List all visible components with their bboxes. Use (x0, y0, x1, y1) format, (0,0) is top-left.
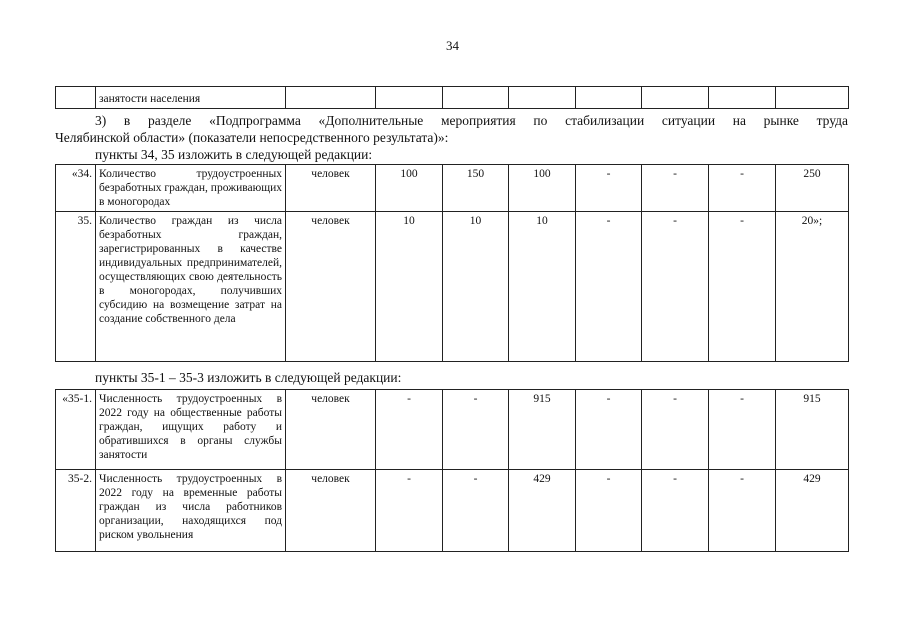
row-v1: - (376, 390, 443, 470)
row-v2: - (443, 470, 509, 552)
row-unit: человек (286, 390, 376, 470)
row-v3: 100 (509, 165, 576, 212)
row-v5: - (642, 390, 709, 470)
top-num-cell (56, 87, 96, 109)
row-v1: 100 (376, 165, 443, 212)
row-unit: человек (286, 470, 376, 552)
top-table (55, 86, 849, 109)
intro-line-1: 3) в разделе «Подпрограмма «Дополнительные мероприятия по стабилизации ситуации на рынке труда (95, 113, 848, 128)
table-row (56, 470, 849, 552)
row-num: «34. (56, 165, 96, 212)
row-v6: - (709, 470, 776, 552)
row-v7: 20»; (776, 212, 849, 362)
row-name: Количество трудоустроенных безработных граждан, проживающих в моногородах (96, 165, 286, 212)
row-v3: 915 (509, 390, 576, 470)
row-v6: - (709, 212, 776, 362)
row-v7: 250 (776, 165, 849, 212)
row-v2: 10 (443, 212, 509, 362)
mid-heading: пункты 35-1 – 35-3 изложить в следующей редакции: (95, 370, 402, 385)
intro-line-2: Челябинской области» (показатели непосредственного результата)»: (55, 130, 449, 145)
row-v4: - (576, 470, 642, 552)
top-row-text: занятости населения (96, 87, 286, 109)
row-v6: - (709, 390, 776, 470)
intro-block (55, 112, 848, 163)
row-v7: 429 (776, 470, 849, 552)
row-num: «35-1. (56, 390, 96, 470)
row-v3: 429 (509, 470, 576, 552)
table-row (56, 212, 849, 362)
intro-line-3: пункты 34, 35 изложить в следующей редакции: (95, 147, 373, 162)
row-v5: - (642, 470, 709, 552)
row-unit: человек (286, 212, 376, 362)
row-name: Количество граждан из числа безработных граждан, зарегистрированных в качестве индивидуальных предпринимателей, осуществляющих свою деятельность в моногородах, получивших субсидию на возмещение затрат на создание собственного дела (96, 212, 286, 362)
row-v6: - (709, 165, 776, 212)
table-2 (55, 389, 849, 552)
row-name: Численность трудоустроенных в 2022 году на общественные работы граждан, ищущих работу и обратившихся в органы службы занятости (96, 390, 286, 470)
row-v7: 915 (776, 390, 849, 470)
table-row (56, 390, 849, 470)
row-v4: - (576, 212, 642, 362)
table-1 (55, 164, 849, 362)
row-unit: человек (286, 165, 376, 212)
row-name: Численность трудоустроенных в 2022 году на временные работы граждан из числа работников организации, находящихся под риском увольнения (96, 470, 286, 552)
row-v5: - (642, 165, 709, 212)
row-v4: - (576, 165, 642, 212)
row-num: 35. (56, 212, 96, 362)
row-num: 35-2. (56, 470, 96, 552)
row-v5: - (642, 212, 709, 362)
row-v1: 10 (376, 212, 443, 362)
row-v2: - (443, 390, 509, 470)
row-v2: 150 (443, 165, 509, 212)
page-number: 34 (446, 38, 459, 53)
table-row (56, 165, 849, 212)
row-v4: - (576, 390, 642, 470)
row-v3: 10 (509, 212, 576, 362)
row-v1: - (376, 470, 443, 552)
